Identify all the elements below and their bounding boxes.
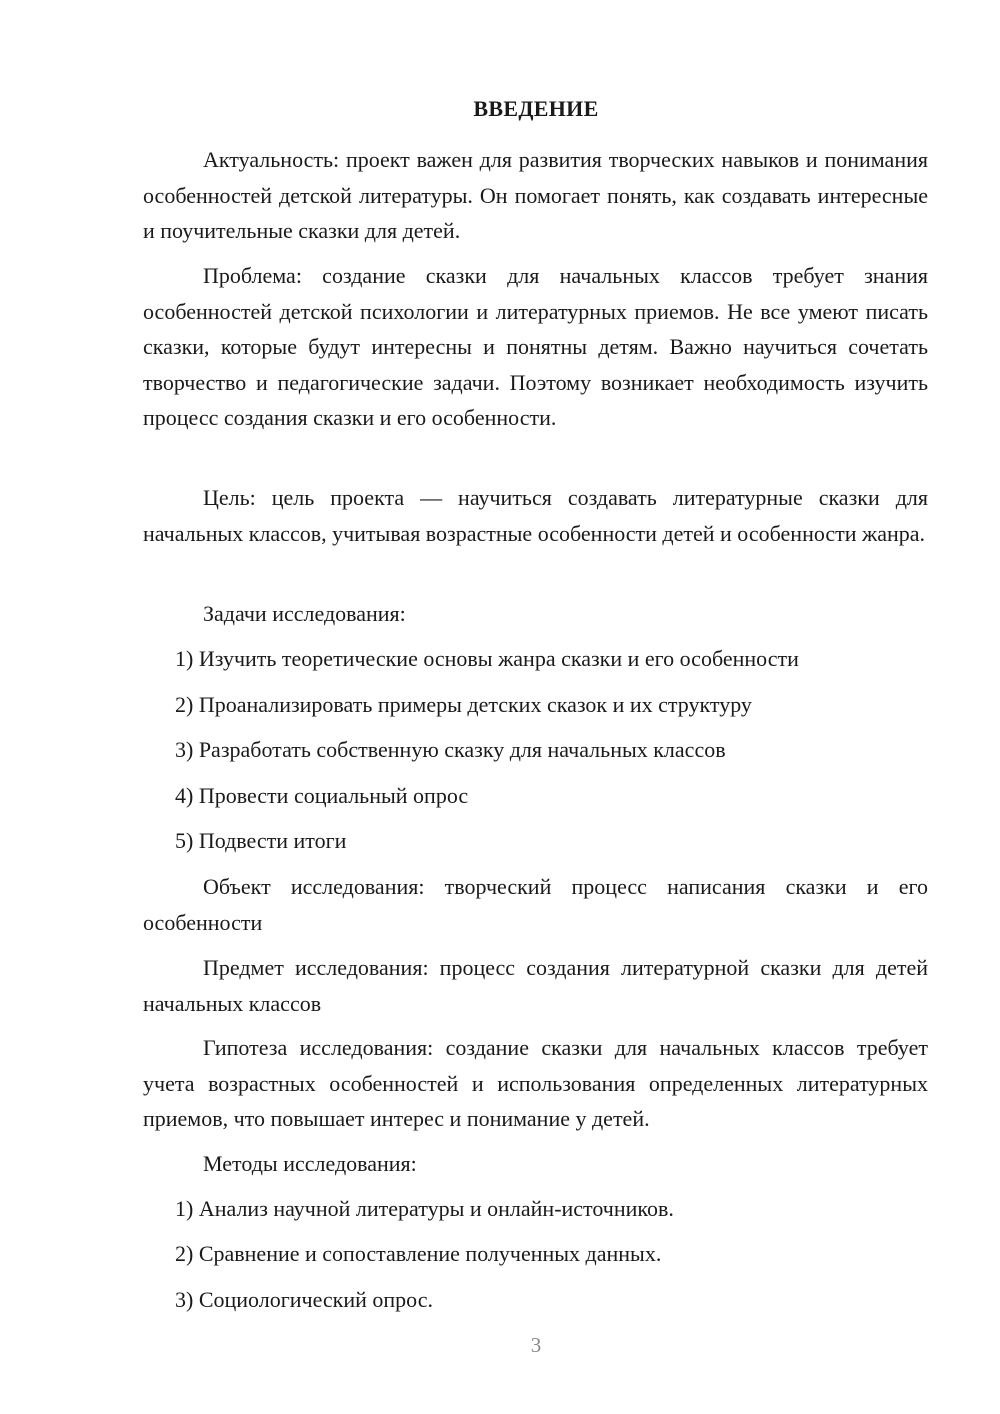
paragraph-problem: Проблема: создание сказки для начальных классов требует знания особенностей детской психологии и литературных приемов. Не все умеют писать сказки, которые будут интересны и понятны детям. Важно научиться сочетать творчество и педагогические задачи. Поэтому возникает необходимость изучить процесс создания сказки и его особенности. xyxy=(143,263,928,430)
task-item-2: 2) Проанализировать примеры детских сказок и их структуру xyxy=(175,692,752,717)
paragraph-relevance: Актуальность: проект важен для развития творческих навыков и понимания особенностей детской литературы. Он помогает понять, как создавать интересные и поучительные сказки для детей. xyxy=(143,147,928,243)
method-item-2: 2) Сравнение и сопоставление полученных данных. xyxy=(175,1241,662,1266)
paragraph-hypothesis: Гипотеза исследования: создание сказки для начальных классов требует учета возрастных особенностей и использования определенных литературных приемов, что повышает интерес и понимание у детей. xyxy=(143,1035,928,1131)
paragraph-object: Объект исследования: творческий процесс написания сказки и его особенности xyxy=(143,874,928,935)
task-item-5: 5) Подвести итоги xyxy=(175,828,347,853)
method-item-3: 3) Социологический опрос. xyxy=(175,1287,433,1312)
methods-title: Методы исследования: xyxy=(203,1151,417,1176)
page-heading: ВВЕДЕНИЕ xyxy=(473,96,599,121)
task-item-3: 3) Разработать собственную сказку для начальных классов xyxy=(175,737,726,762)
method-item-1: 1) Анализ научной литературы и онлайн-источников. xyxy=(175,1196,674,1221)
paragraph-goal: Цель: цель проекта — научиться создавать литературные сказки для начальных классов, учитывая возрастные особенности детей и особенности жанра. xyxy=(143,485,928,546)
page-number: 3 xyxy=(530,1333,542,1357)
paragraph-subject: Предмет исследования: процесс создания литературной сказки для детей начальных классов xyxy=(143,955,928,1016)
tasks-title: Задачи исследования: xyxy=(203,601,406,626)
task-item-1: 1) Изучить теоретические основы жанра сказки и его особенности xyxy=(175,646,799,671)
task-item-4: 4) Провести социальный опрос xyxy=(175,783,469,808)
